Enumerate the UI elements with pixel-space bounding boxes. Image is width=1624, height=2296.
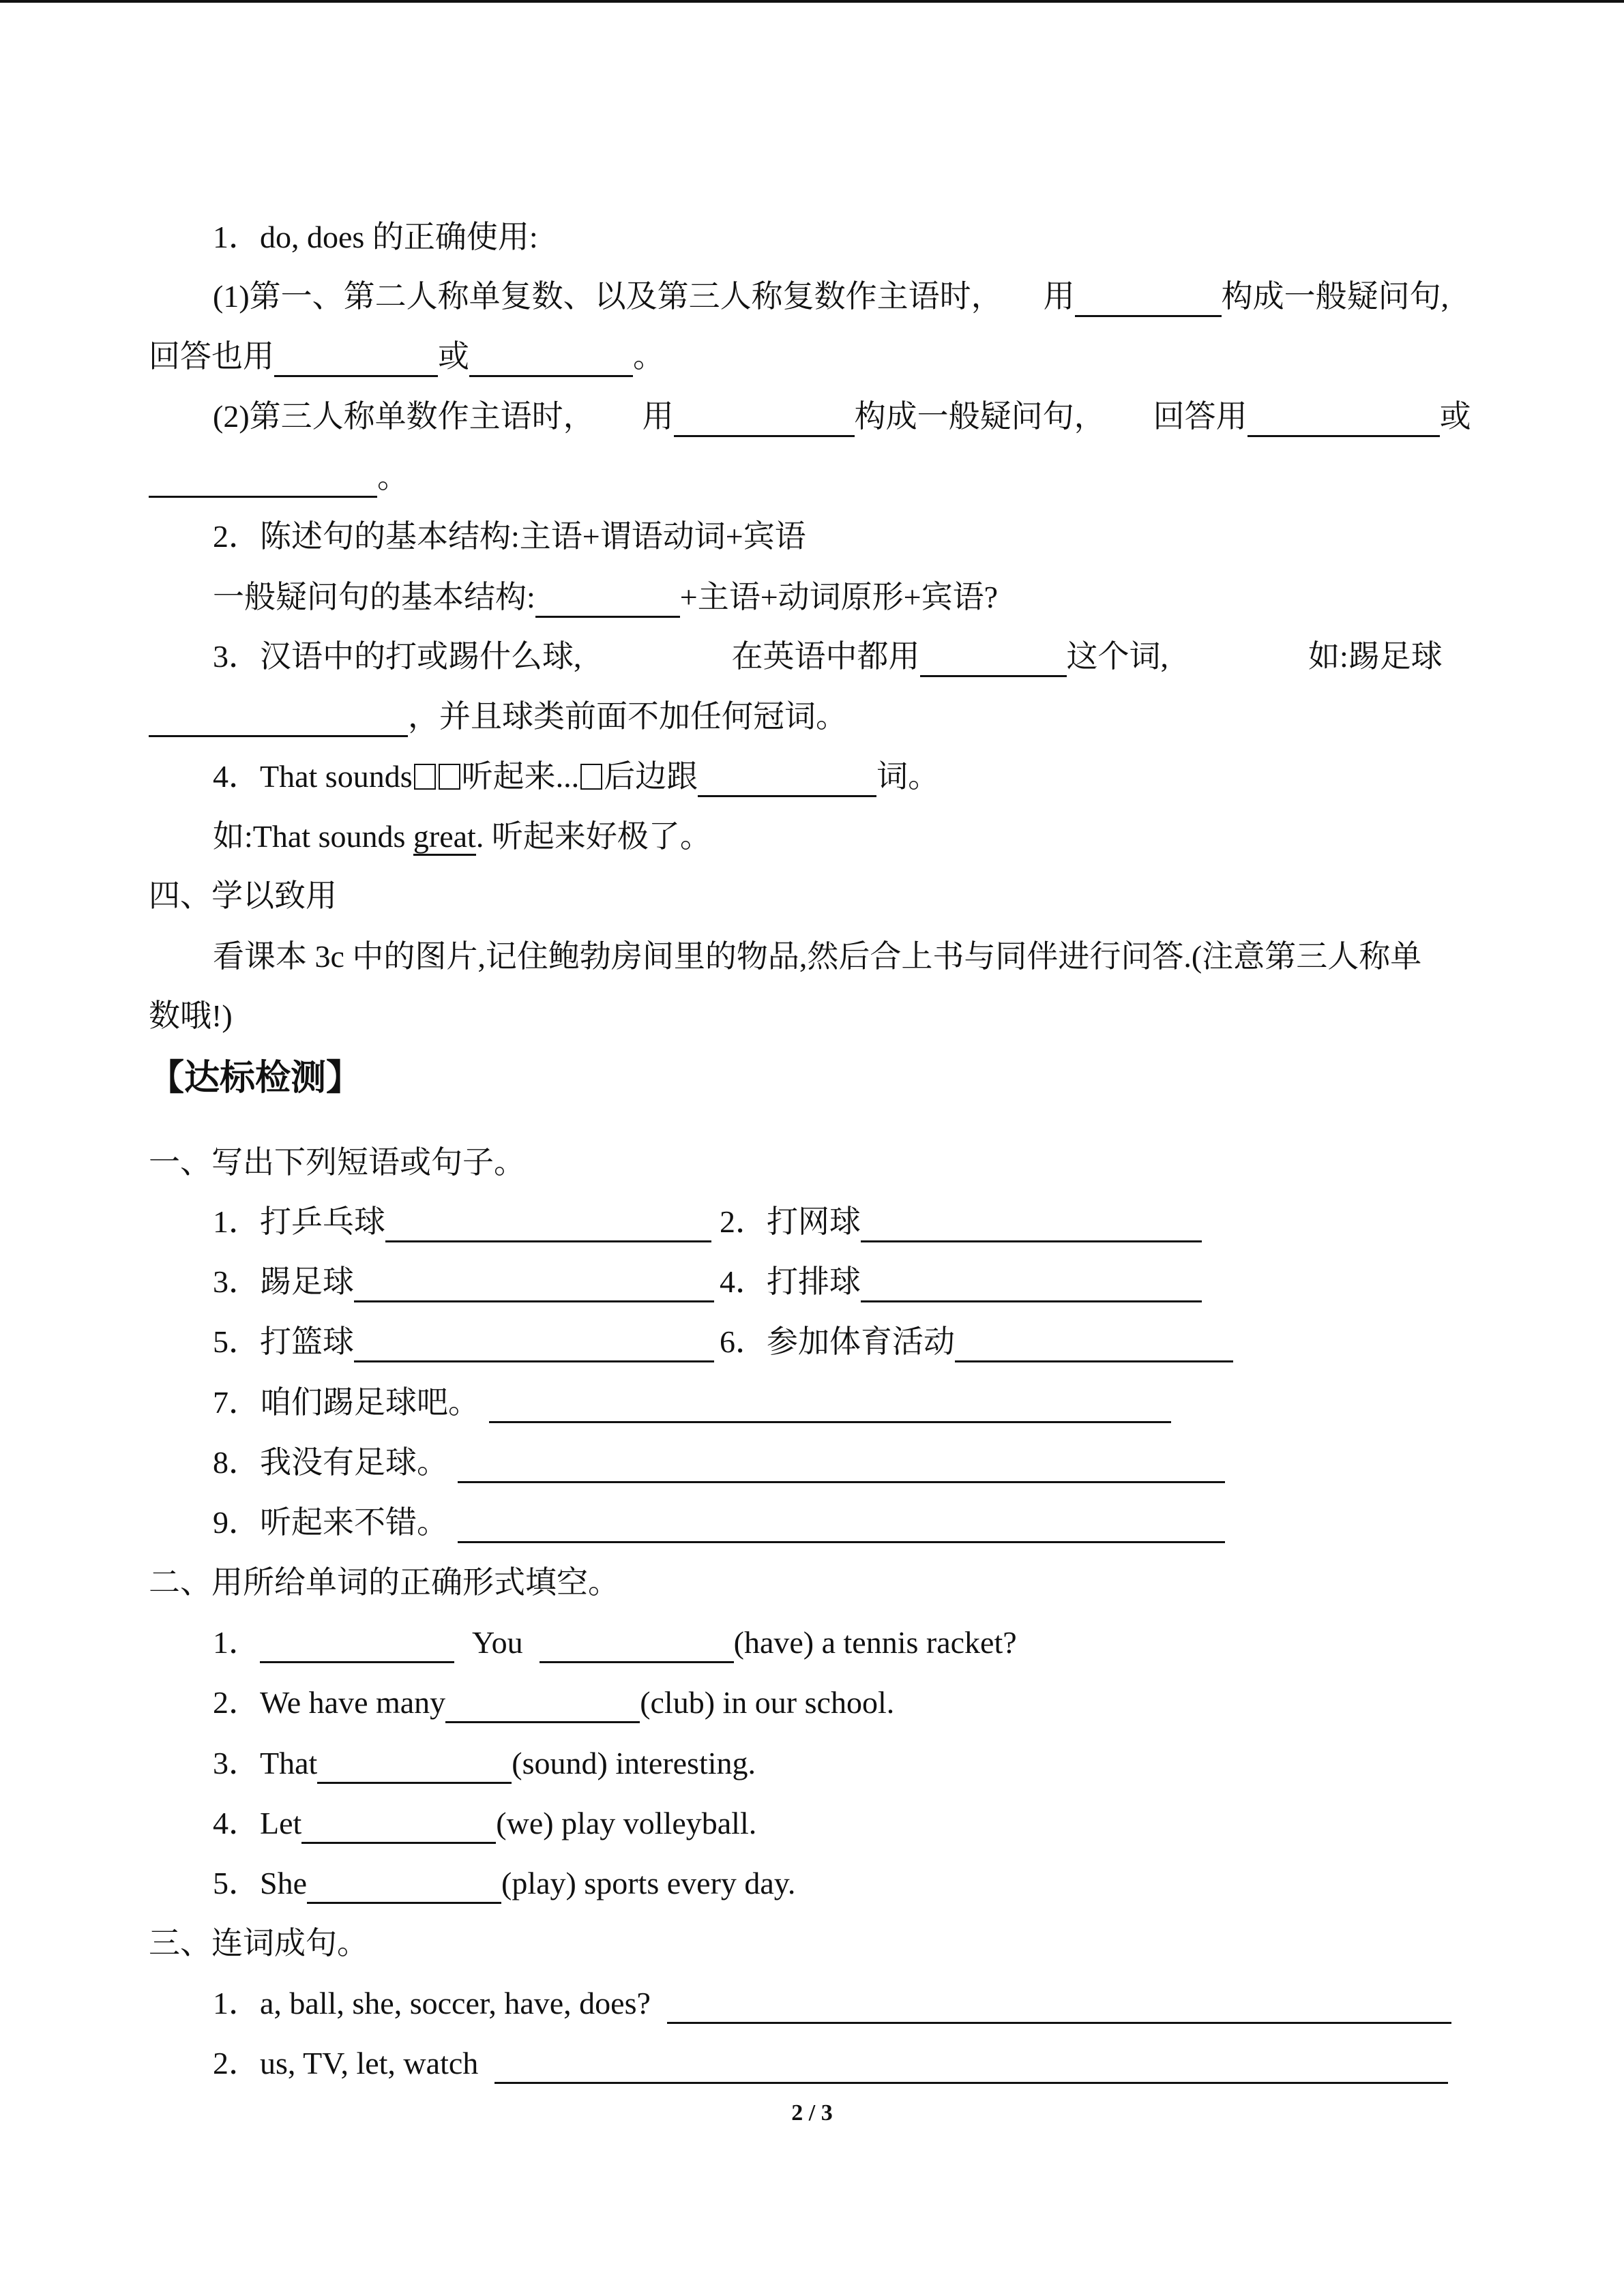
answer-blank[interactable] (489, 1388, 1171, 1423)
kp-4: 4．That sounds 听起来... 后边跟 词。 (213, 756, 939, 797)
part-1-heading: 一、写出下列短语或句子。 (149, 1145, 525, 1180)
part-1-q8: 8．我没有足球。 (213, 1442, 1225, 1483)
part-2-q5: 5．She (play) sports every day. (213, 1863, 795, 1904)
answer-blank[interactable] (149, 463, 377, 498)
answer-blank[interactable] (920, 642, 1067, 677)
answer-blank[interactable] (274, 342, 438, 377)
answer-blank[interactable] (469, 342, 633, 377)
answer-blank[interactable] (445, 1688, 640, 1723)
answer-blank[interactable] (667, 1989, 1451, 2024)
answer-blank[interactable] (535, 583, 680, 618)
kp-2-question: 一般疑问句的基本结构: +主语+动词原形+宾语? (213, 577, 998, 618)
answer-blank[interactable] (861, 1268, 1202, 1302)
part-1-q2: 2．打网球 (720, 1202, 1202, 1242)
part-1-q6: 6．参加体育活动 (720, 1322, 1233, 1362)
part-1-q1: 1．打乒乓球 (213, 1202, 711, 1242)
missing-glyph-box (414, 764, 436, 790)
part-1-q9: 9．听起来不错。 (213, 1502, 1225, 1543)
part-2-q2: 2．We have many (club) in our school. (213, 1682, 894, 1723)
kp-1-2-cont: 。 (149, 457, 409, 498)
answer-blank[interactable] (385, 1208, 711, 1242)
kp-2: 2．陈述句的基本结构:主语+谓语动词+宾语 (213, 519, 806, 554)
answer-blank[interactable] (1075, 282, 1222, 317)
kp-4-example: 如:That sounds great. 听起来好极了。 (213, 816, 711, 857)
part-1-q7: 7．咱们踢足球吧。 (213, 1382, 1171, 1423)
part-3-q2: 2．us, TV, let, watch (213, 2043, 1448, 2084)
answer-blank[interactable] (317, 1749, 512, 1784)
kp-3-cont: ，并且球类前面不加任何冠词。 (149, 696, 847, 737)
check-title: 【达标检测】 (149, 1059, 362, 1098)
answer-blank[interactable] (540, 1628, 734, 1663)
answer-blank[interactable] (494, 2049, 1448, 2084)
part-1-q3: 3．踢足球 (213, 1262, 714, 1302)
answer-blank[interactable] (674, 402, 855, 437)
part-3-q1: 1．a, ball, she, soccer, have, does? (213, 1983, 1451, 2024)
section-4-heading: 四、学以致用 (149, 878, 337, 913)
kp-1-1: (1)第一、第二人称单复数、以及第三人称复数作主语时， 用 构成一般疑问句, (213, 276, 1449, 317)
answer-blank[interactable] (307, 1869, 501, 1904)
answer-blank[interactable] (354, 1268, 714, 1302)
answer-blank[interactable] (458, 1448, 1225, 1483)
kp-1-1-cont: 回答也用 或 。 (149, 336, 664, 377)
answer-blank[interactable] (260, 1628, 454, 1663)
answer-blank[interactable] (955, 1328, 1233, 1362)
part-2-q1: 1． You (have) a tennis racket? (213, 1622, 1017, 1663)
page-number: 2 / 3 (791, 2100, 833, 2126)
missing-glyph-box (580, 764, 602, 790)
part-2-q4: 4．Let (we) play volleyball. (213, 1803, 756, 1844)
answer-blank[interactable] (1247, 402, 1440, 437)
part-1-q4: 4．打排球 (720, 1262, 1202, 1302)
kp-1-2: (2)第三人称单数作主语时， 用 构成一般疑问句， 回答用 或 (213, 396, 1471, 437)
part-3-heading: 三、连词成句。 (149, 1926, 368, 1960)
part-2-q3: 3．That (sound) interesting. (213, 1743, 756, 1784)
part-1-q5: 5．打篮球 (213, 1322, 714, 1362)
answer-blank[interactable] (861, 1208, 1202, 1242)
answer-blank[interactable] (458, 1508, 1225, 1543)
section-4-text: 看课本 3c 中的图片,记住鲍勃房间里的物品,然后合上书与同伴进行问答.(注意第三人称单 (213, 939, 1422, 974)
answer-blank[interactable] (301, 1809, 496, 1844)
kp-3: 3．汉语中的打或踢什么球, 在英语中都用 这个词, 如:踢足球 (213, 636, 1443, 677)
answer-blank[interactable] (149, 702, 408, 737)
answer-blank[interactable] (354, 1328, 714, 1362)
kp-1: 1．do, does 的正确使用: (213, 220, 538, 254)
section-4-text-cont: 数哦!) (149, 998, 233, 1033)
part-2-heading: 二、用所给单词的正确形式填空。 (149, 1565, 619, 1600)
missing-glyph-box (439, 764, 460, 790)
answer-blank[interactable] (698, 762, 876, 797)
